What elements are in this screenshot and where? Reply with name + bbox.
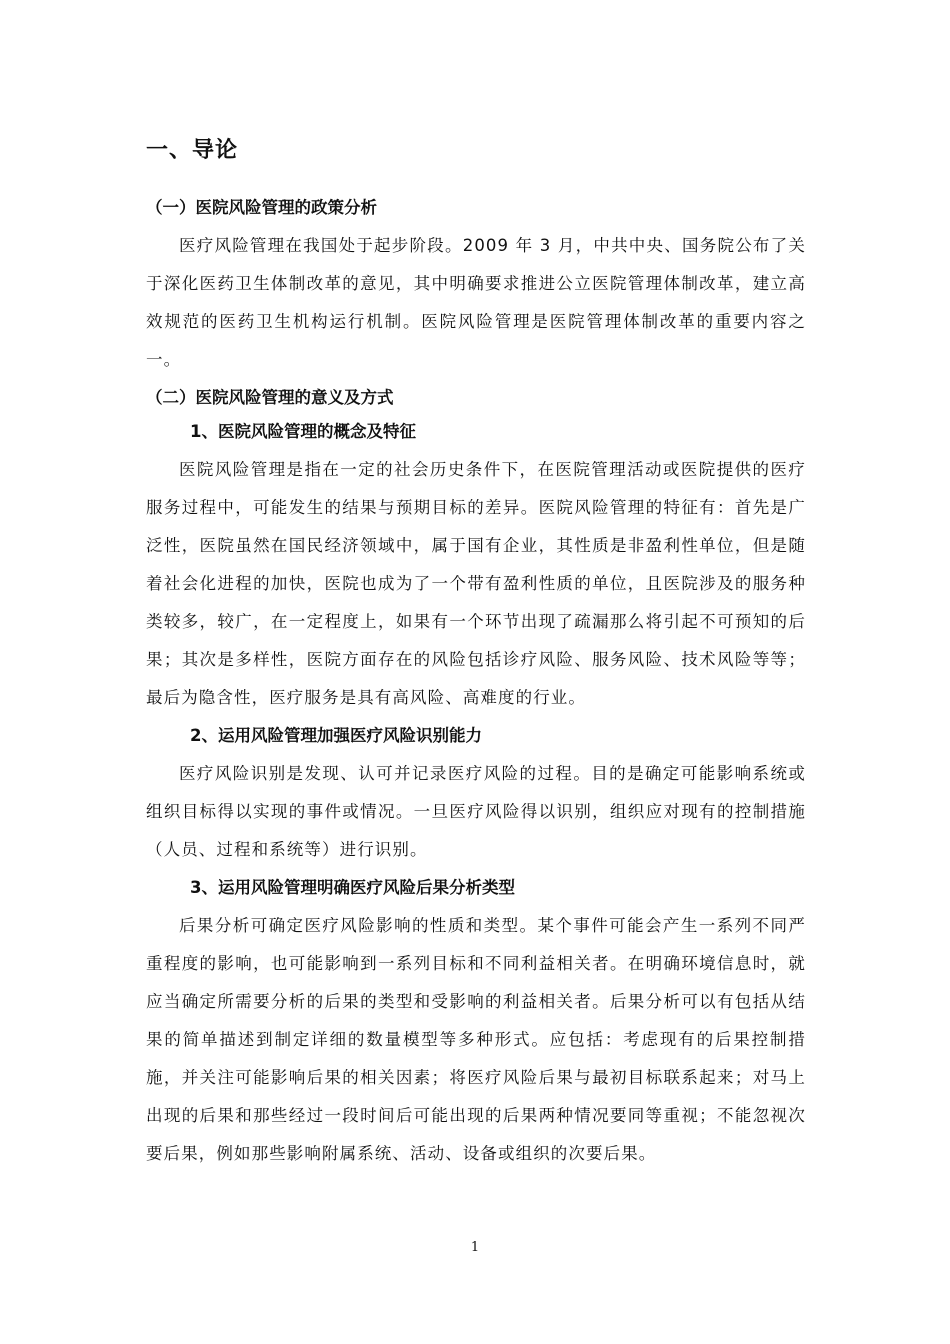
- subsection-1-paragraph: 医院风险管理是指在一定的社会历史条件下，在医院管理活动或医院提供的医疗服务过程中，可能发生的结果与预期目标的差异。医院风险管理的特征有：首先是广泛性，医院虽然在国民经济领域中，属于国有企业，其性质是非盈利性单位，但是随着社会化进程的加快，医院也成为了一个带有盈利性质的单位，且医院涉及的服务种类较多，较广，在一定程度上，如果有一个环节出现了疏漏那么将引起不可预知的后果；其次是多样性，医院方面存在的风险包括诊疗风险、服务风险、技术风险等等；最后为隐含性，医疗服务是具有高风险、高难度的行业。: [146, 460, 806, 707]
- page-number: 1: [470, 1240, 480, 1255]
- section-2-title: （二）医院风险管理的意义及方式: [146, 388, 394, 407]
- subsection-2-title: 2、运用风险管理加强医疗风险识别能力: [190, 726, 482, 745]
- subsection-2-paragraph: 医疗风险识别是发现、认可并记录医疗风险的过程。目的是确定可能影响系统或组织目标得以实现的事件或情况。一旦医疗风险得以识别，组织应对现有的控制措施（人员、过程和系统等）进行识别。: [146, 764, 806, 859]
- section-1-paragraph: 医疗风险管理在我国处于起步阶段。2009 年 3 月，中共中央、国务院公布了关于深化医药卫生体制改革的意见，其中明确要求推进公立医院管理体制改革，建立高效规范的医药卫生机构运行机制。医院风险管理是医院管理体制改革的重要内容之一。: [146, 236, 806, 369]
- section-1-title: （一）医院风险管理的政策分析: [146, 198, 377, 217]
- chapter-heading: 一、导论: [146, 138, 239, 163]
- subsection-3-title: 3、运用风险管理明确医疗风险后果分析类型: [190, 878, 515, 897]
- document-body: [146, 133, 806, 1173]
- subsection-3-paragraph: 后果分析可确定医疗风险影响的性质和类型。某个事件可能会产生一系列不同严重程度的影响，也可能影响到一系列目标和不同利益相关者。在明确环境信息时，就应当确定所需要分析的后果的类型和受影响的利益相关者。后果分析可以有包括从结果的简单描述到制定详细的数量模型等多种形式。应包括：考虑现有的后果控制措施，并关注可能影响后果的相关因素；将医疗风险后果与最初目标联系起来；对马上出现的后果和那些经过一段时间后可能出现的后果两种情况要同等重视；不能忽视次要后果，例如那些影响附属系统、活动、设备或组织的次要后果。: [146, 916, 806, 1163]
- subsection-1-title: 1、医院风险管理的概念及特征: [190, 422, 416, 441]
